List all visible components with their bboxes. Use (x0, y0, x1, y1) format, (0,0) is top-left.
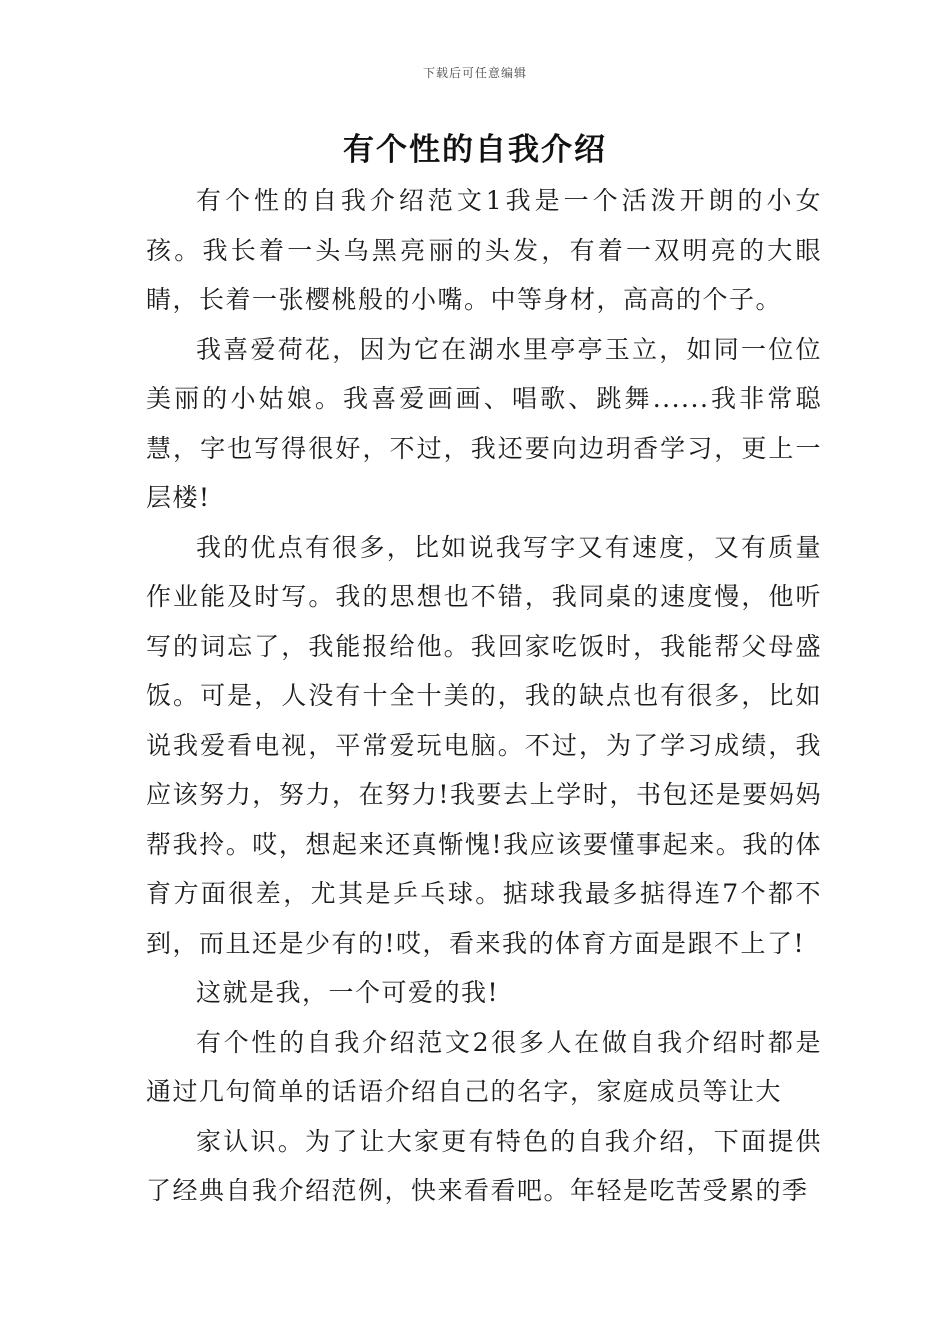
paragraph: 有个性的自我介绍范文1我是一个活泼开朗的小女孩。我长着一头乌黑亮丽的头发，有着一双明亮的大眼睛，长着一张樱桃般的小嘴。中等身材，高高的个子。 (146, 186, 822, 314)
paragraph: 我的优点有很多，比如说我写字又有速度，又有质量作业能及时写。我的思想也不错，我同桌的速度慢，他听写的词忘了，我能报给他。我回家吃饭时，我能帮父母盛饭。可是，人没有十全十美的，我的缺点也有很多，比如说我爱看电视，平常爱玩电脑。不过，为了学习成绩，我应该努力，努力，在努力!我要去上学时，书包还是要妈妈帮我拎。哎，想起来还真惭愧!我应该要懂事起来。我的体育方面很差，尤其是乒乓球。掂球我最多掂得连7个都不到，而且还是少有的!哎，看来我的体育方面是跟不上了! (146, 532, 822, 958)
header-note: 下载后可任意编辑 (422, 66, 527, 80)
document-body (146, 176, 822, 1216)
paragraph: 有个性的自我介绍范文2很多人在做自我介绍时都是通过几句简单的话语介绍自己的名字，家庭成员等让大 (146, 1027, 822, 1106)
document-title: 有个性的自我介绍 (343, 132, 607, 168)
paragraph: 这就是我，一个可爱的我! (196, 978, 500, 1007)
paragraph: 我喜爱荷花，因为它在湖水里亭亭玉立，如同一位位美丽的小姑娘。我喜爱画画、唱歌、跳舞......我非常聪慧，字也写得很好，不过，我还要向边玥香学习，更上一层楼! (146, 334, 822, 512)
paragraph: 家认识。为了让大家更有特色的自我介绍，下面提供了经典自我介绍范例，快来看看吧。年轻是吃苦受累的季 (146, 1126, 822, 1205)
